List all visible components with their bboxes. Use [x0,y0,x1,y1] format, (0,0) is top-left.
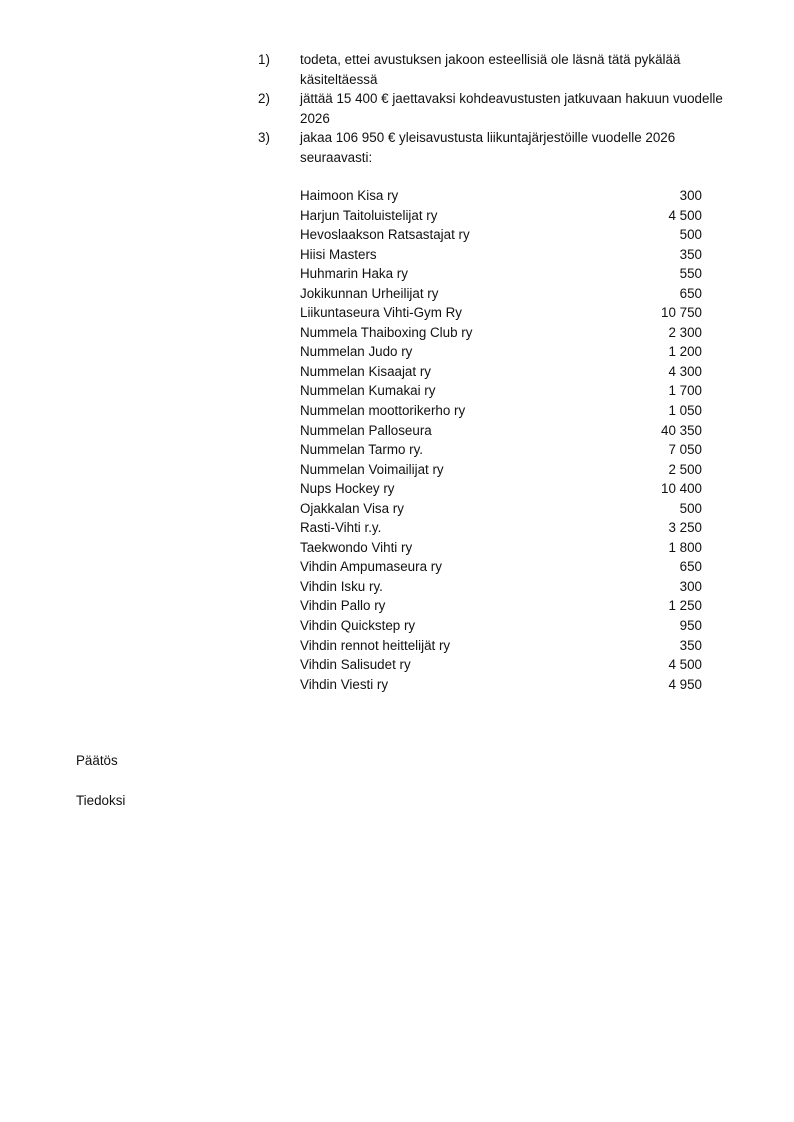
grant-row [300,499,702,519]
grant-row [300,655,702,675]
grant-amount: 1 200 [668,344,702,360]
grant-amount: 650 [679,559,702,575]
grant-amount: 650 [679,285,702,301]
grant-amount: 350 [679,246,702,262]
grant-row [300,518,702,538]
grant-amount: 500 [679,227,702,243]
grant-amount: 1 800 [668,539,702,555]
decision-item-text: todeta, ettei avustuksen jakoon esteellisiä ole läsnä tätä pykälää käsiteltäessä [300,52,681,87]
grant-amount: 300 [679,188,702,203]
grant-organization-name: Hevoslaakson Ratsastajat ry [300,227,470,243]
grant-row [300,323,702,343]
grant-amount: 10 400 [661,481,702,497]
grant-organization-name: Vihdin rennot heittelijät ry [300,637,451,653]
grant-row [300,362,702,382]
grant-organization-name: Nummelan Kumakai ry [300,383,436,399]
grant-row [300,284,702,304]
decision-item [258,89,728,128]
grant-organization-name: Vihdin Quickstep ry [300,618,416,634]
grant-table [300,186,702,694]
grant-organization-name: Haimoon Kisa ry [300,188,399,203]
decision-item-number: 3) [258,130,270,145]
grant-row [300,421,702,441]
decision-item [258,50,728,89]
grant-row [300,675,702,695]
grant-amount: 7 050 [668,442,702,458]
grant-row [300,303,702,323]
grant-row [300,596,702,616]
grant-organization-name: Nummelan Kisaajat ry [300,363,431,379]
grant-organization-name: Vihdin Viesti ry [300,676,389,692]
grant-organization-name: Taekwondo Vihti ry [300,539,413,555]
grant-row [300,245,702,265]
grant-amount: 4 300 [668,363,702,379]
grant-row [300,577,702,597]
grant-amount: 4 950 [668,676,702,692]
grant-organization-name: Vihdin Salisudet ry [300,657,411,673]
grant-row [300,264,702,284]
grant-amount: 2 300 [668,324,702,340]
decision-item-text: jättää 15 400 € jaettavaksi kohdeavustusten jatkuvaan hakuun vuodelle 2026 [300,91,723,126]
grant-row [300,479,702,499]
grant-amount: 4 500 [668,207,702,223]
grant-row [300,440,702,460]
grant-row [300,401,702,421]
grant-amount: 40 350 [661,422,702,438]
grant-amount: 550 [679,266,702,282]
decision-item-number: 1) [258,52,270,67]
grant-organization-name: Nummela Thaiboxing Club ry [300,324,473,340]
grant-row [300,538,702,558]
grant-amount: 1 050 [668,403,702,419]
decision-list [258,50,728,167]
grant-organization-name: Nummelan Tarmo ry. [300,442,424,458]
grant-organization-name: Rasti-Vihti r.y. [300,520,382,536]
grant-organization-name: Nummelan Voimailijat ry [300,461,444,477]
decision-item [258,128,728,167]
for-information-heading: Tiedoksi [76,793,126,808]
grant-amount: 4 500 [668,657,702,673]
grant-amount: 950 [679,618,702,634]
grant-organization-name: Huhmarin Haka ry [300,266,408,282]
grant-amount: 1 250 [668,598,702,614]
grant-row [300,381,702,401]
decision-item-text: jakaa 106 950 € yleisavustusta liikuntajärjestöille vuodelle 2026 seuraavasti: [300,130,676,165]
grant-organization-name: Vihdin Ampumaseura ry [300,559,442,575]
grant-row [300,186,702,206]
grant-amount: 3 250 [668,520,702,536]
grant-row [300,225,702,245]
grant-row [300,616,702,636]
decision-item-number: 2) [258,91,270,106]
grant-organization-name: Hiisi Masters [300,246,377,262]
grant-organization-name: Vihdin Pallo ry [300,598,386,614]
grant-amount: 500 [679,500,702,516]
grant-organization-name: Ojakkalan Visa ry [300,500,404,516]
grant-amount: 10 750 [661,305,702,321]
grant-amount: 350 [679,637,702,653]
grant-organization-name: Nups Hockey ry [300,481,395,497]
decision-heading: Päätös [76,753,118,768]
grant-organization-name: Harjun Taitoluistelijat ry [300,207,438,223]
grant-organization-name: Nummelan moottorikerho ry [300,403,466,419]
grant-row [300,460,702,480]
grant-row [300,206,702,226]
grant-organization-name: Liikuntaseura Vihti-Gym Ry [300,305,462,321]
grant-row [300,636,702,656]
grant-organization-name: Vihdin Isku ry. [300,578,383,594]
grant-organization-name: Nummelan Palloseura [300,422,432,438]
grant-amount: 2 500 [668,461,702,477]
grant-row [300,342,702,362]
grant-amount: 1 700 [668,383,702,399]
grant-organization-name: Nummelan Judo ry [300,344,413,360]
grant-organization-name: Jokikunnan Urheilijat ry [300,285,439,301]
grant-row [300,557,702,577]
grant-amount: 300 [679,578,702,594]
